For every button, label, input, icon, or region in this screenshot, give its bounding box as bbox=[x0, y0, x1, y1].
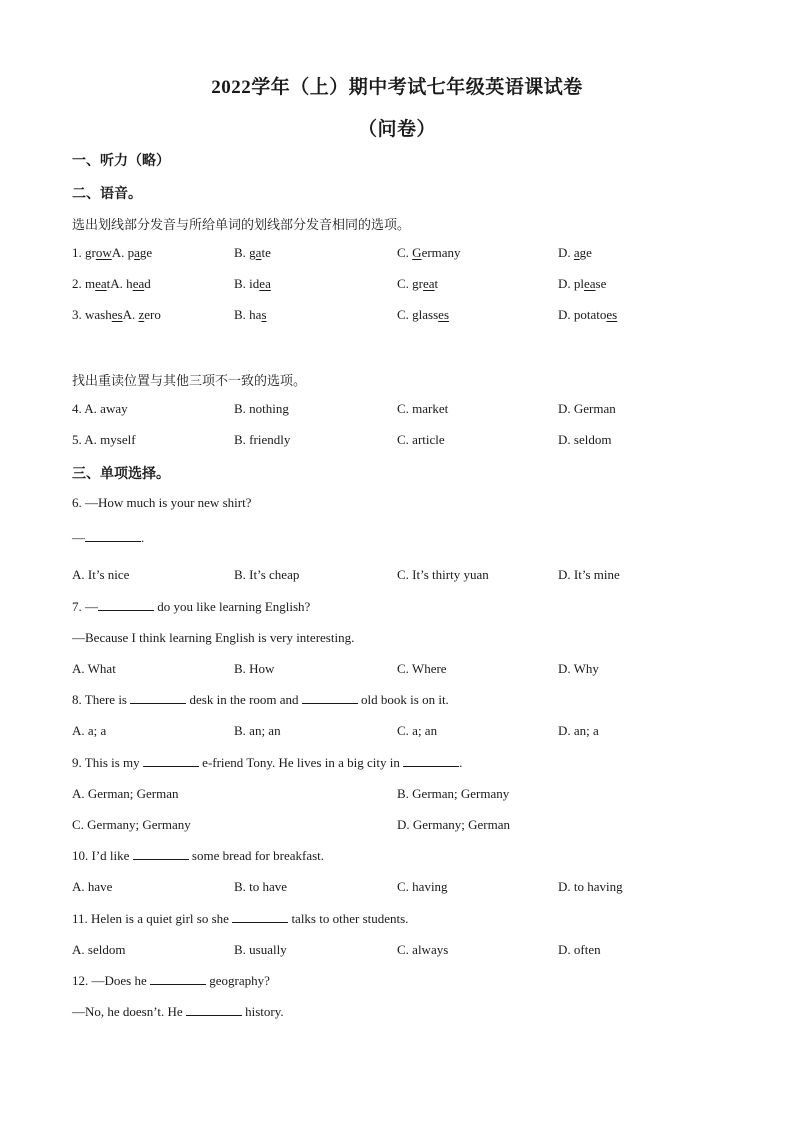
q9-option-d: D. Germany; German bbox=[397, 817, 510, 832]
q10-option-a: A. have bbox=[72, 879, 113, 894]
section-single-choice: 三、单项选择。 bbox=[72, 467, 170, 482]
q4-option-d: D. German bbox=[558, 401, 616, 416]
q9-option-c: C. Germany; Germany bbox=[72, 817, 191, 832]
q8-option-c: C. a; an bbox=[397, 723, 438, 738]
q2-option-c: C. great bbox=[397, 276, 439, 291]
q11-option-b: B. usually bbox=[234, 942, 287, 957]
q8-option-d: D. an; a bbox=[558, 723, 599, 738]
q3-option-b: B. has bbox=[234, 307, 267, 322]
q10-option-d: D. to having bbox=[558, 879, 623, 894]
q8-option-a: A. a; a bbox=[72, 723, 107, 738]
q11-option-a: A. seldom bbox=[72, 942, 126, 957]
q10-option-b: B. to have bbox=[234, 879, 288, 894]
q6-reply: — . bbox=[72, 530, 145, 545]
q12-reply: —No, he doesn’t. He history. bbox=[72, 1004, 284, 1019]
q10-option-c: C. having bbox=[397, 879, 448, 894]
q6-option-c: C. It’s thirty yuan bbox=[397, 567, 489, 582]
section-phonetics: 二、语音。 bbox=[72, 187, 142, 202]
exam-title: 2022学年（上）期中考试七年级英语课试卷 bbox=[211, 77, 583, 98]
q5-option-c: C. article bbox=[397, 432, 445, 447]
section-listening: 一、听力（略） bbox=[72, 154, 170, 169]
q3-option-c: C. glasses bbox=[397, 307, 450, 322]
q4-option-a: 4. A. away bbox=[72, 401, 128, 416]
q7-option-c: C. Where bbox=[397, 661, 447, 676]
q7-option-b: B. How bbox=[234, 661, 275, 676]
q6-option-a: A. It’s nice bbox=[72, 567, 130, 582]
q11-option-c: C. always bbox=[397, 942, 449, 957]
phonetics-instruction-2: 找出重读位置与其他三项不一致的选项。 bbox=[72, 373, 307, 388]
q5-option-a: 5. A. myself bbox=[72, 432, 136, 447]
question-3: 3. washesA. zero bbox=[72, 307, 161, 322]
q1-option-d: D. age bbox=[558, 245, 592, 260]
exam-subtitle: （问卷） bbox=[357, 119, 436, 140]
q6-stem: 6. —How much is your new shirt? bbox=[72, 495, 252, 510]
question-2: 2. meatA. head bbox=[72, 276, 151, 291]
q3-option-d: D. potatoes bbox=[558, 307, 618, 322]
q7-reply: —Because I think learning English is very interesting. bbox=[72, 630, 355, 645]
phonetics-instruction-1: 选出划线部分发音与所给单词的划线部分发音相同的选项。 bbox=[72, 217, 411, 232]
q7-stem: 7. — do you like learning English? bbox=[72, 599, 311, 614]
q7-option-a: A. What bbox=[72, 661, 116, 676]
q9-option-b: B. German; Germany bbox=[397, 786, 510, 801]
q10-stem: 10. I’d like some bread for breakfast. bbox=[72, 848, 325, 863]
q11-stem: 11. Helen is a quiet girl so she talks to other students. bbox=[72, 911, 409, 926]
q4-option-b: B. nothing bbox=[234, 401, 289, 416]
q8-option-b: B. an; an bbox=[234, 723, 281, 738]
q9-option-a: A. German; German bbox=[72, 786, 179, 801]
q5-option-d: D. seldom bbox=[558, 432, 612, 447]
q8-stem: 8. There is desk in the room and old book is on it. bbox=[72, 692, 449, 707]
q6-option-b: B. It’s cheap bbox=[234, 567, 300, 582]
q6-option-d: D. It’s mine bbox=[558, 567, 620, 582]
q5-option-b: B. friendly bbox=[234, 432, 291, 447]
q9-stem: 9. This is my e-friend Tony. He lives in a big city in . bbox=[72, 755, 463, 770]
q11-option-d: D. often bbox=[558, 942, 601, 957]
q1-option-b: B. gate bbox=[234, 245, 271, 260]
q2-option-d: D. please bbox=[558, 276, 607, 291]
q4-option-c: C. market bbox=[397, 401, 449, 416]
question-1: 1. growA. page bbox=[72, 245, 153, 260]
q7-option-d: D. Why bbox=[558, 661, 599, 676]
q12-stem: 12. —Does he geography? bbox=[72, 973, 270, 988]
q2-option-b: B. idea bbox=[234, 276, 271, 291]
q1-option-c: C. Germany bbox=[397, 245, 461, 260]
